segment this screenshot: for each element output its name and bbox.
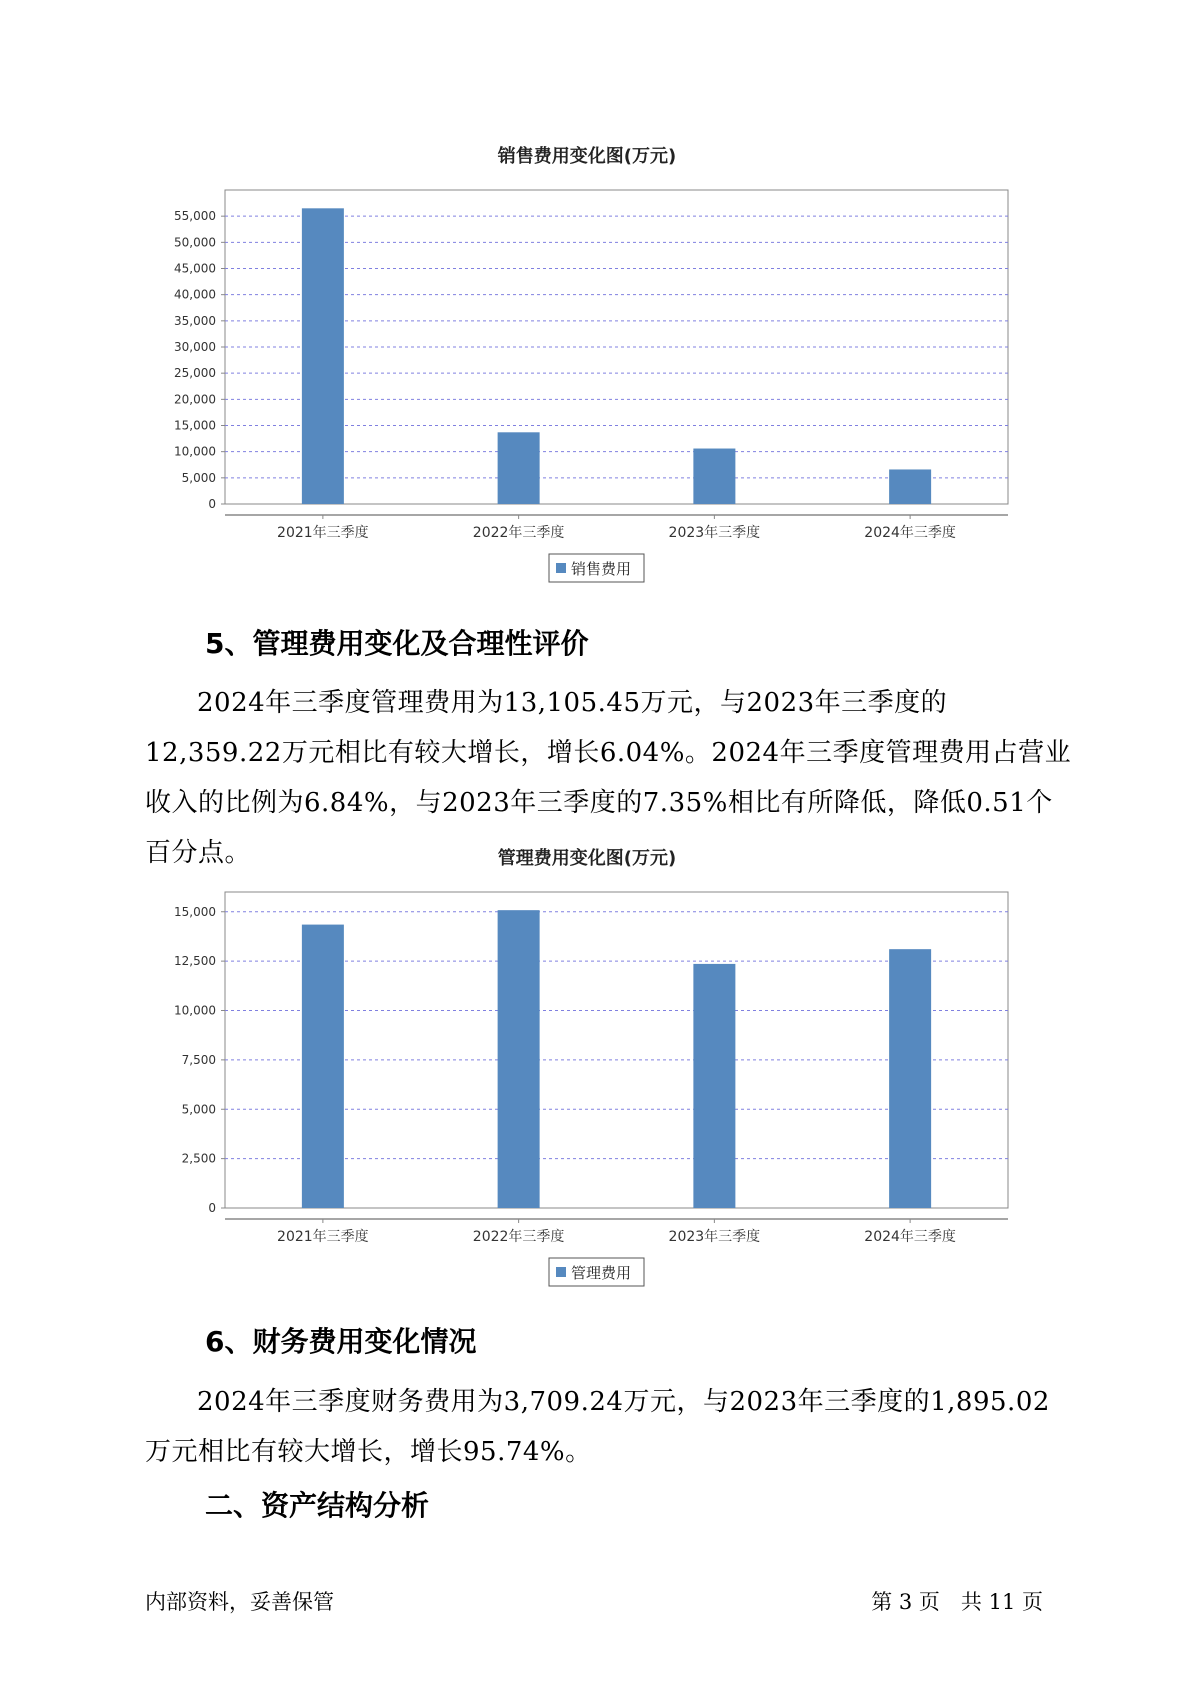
y-tick-label: 0 bbox=[208, 1201, 216, 1215]
y-tick-label: 30,000 bbox=[174, 340, 216, 354]
bar bbox=[498, 432, 540, 504]
y-tick-label: 45,000 bbox=[174, 261, 216, 276]
y-tick-label: 40,000 bbox=[174, 287, 216, 302]
admin-expense-paragraph: 2024年三季度管理费用为13,105.45万元，与2023年三季度的12,359.22万元相比有较大增长，增长6.04%。2024年三季度管理费用占营业收入的比例为6.84%，与2023年三季度的7.35%相比有所降低，降低0.51个百分点。 bbox=[145, 688, 1072, 868]
bar bbox=[693, 964, 735, 1208]
x-tick-label: 2021年三季度 bbox=[277, 1229, 369, 1245]
legend-label: 管理费用 bbox=[571, 1264, 632, 1282]
x-tick-label: 2024年三季度 bbox=[864, 1229, 956, 1245]
chart-title: 管理费用变化图(万元) bbox=[497, 848, 677, 869]
chart-title: 销售费用变化图(万元) bbox=[497, 146, 677, 167]
y-tick-label: 5,000 bbox=[181, 470, 216, 485]
y-tick-label: 35,000 bbox=[174, 313, 216, 328]
y-tick-label: 10,000 bbox=[174, 444, 216, 459]
legend-swatch bbox=[556, 1267, 566, 1277]
bar bbox=[498, 910, 540, 1208]
bar bbox=[889, 949, 931, 1208]
x-tick-label: 2022年三季度 bbox=[472, 525, 565, 541]
y-tick-label: 50,000 bbox=[174, 235, 216, 250]
finance-expense-paragraph: 2024年三季度财务费用为3,709.24万元，与2023年三季度的1,895.02万元相比有较大增长，增长95.74%。 bbox=[145, 1387, 1050, 1467]
bar bbox=[302, 925, 344, 1208]
x-tick-label: 2024年三季度 bbox=[864, 525, 956, 541]
bar bbox=[302, 208, 344, 504]
legend-swatch bbox=[556, 563, 566, 573]
bar bbox=[693, 449, 735, 504]
bar bbox=[889, 469, 931, 504]
section-heading-asset-structure: 二、资产结构分析 bbox=[205, 1489, 430, 1522]
admin-expense-chart-svg bbox=[0, 830, 1191, 1305]
legend-label: 销售费用 bbox=[571, 560, 632, 578]
x-tick-label: 2023年三季度 bbox=[668, 525, 761, 541]
section-heading-finance-expense: 6、财务费用变化情况 bbox=[205, 1325, 477, 1358]
y-tick-label: 12,500 bbox=[174, 954, 216, 969]
x-tick-label: 2023年三季度 bbox=[668, 1229, 761, 1245]
admin-expense-chart bbox=[0, 830, 1191, 1305]
y-tick-label: 25,000 bbox=[174, 366, 216, 381]
sales-expense-chart bbox=[0, 130, 1191, 600]
y-tick-label: 0 bbox=[208, 497, 216, 511]
y-tick-label: 7,500 bbox=[181, 1052, 216, 1067]
footer-confidential-note: 内部资料，妥善保管 bbox=[145, 1590, 334, 1614]
y-tick-label: 2,500 bbox=[181, 1151, 216, 1166]
sales-expense-chart-svg bbox=[0, 130, 1191, 600]
y-tick-label: 5,000 bbox=[181, 1102, 216, 1117]
y-tick-label: 55,000 bbox=[174, 209, 216, 224]
x-tick-label: 2022年三季度 bbox=[472, 1229, 565, 1245]
y-tick-label: 10,000 bbox=[174, 1003, 216, 1018]
y-tick-label: 20,000 bbox=[174, 392, 216, 407]
y-tick-label: 15,000 bbox=[174, 904, 216, 919]
x-tick-label: 2021年三季度 bbox=[277, 525, 369, 541]
y-tick-label: 15,000 bbox=[174, 418, 216, 433]
section-heading-admin-expense: 5、管理费用变化及合理性评价 bbox=[205, 627, 589, 660]
footer-page-number: 第 3 页 共 11 页 bbox=[871, 1590, 1043, 1614]
